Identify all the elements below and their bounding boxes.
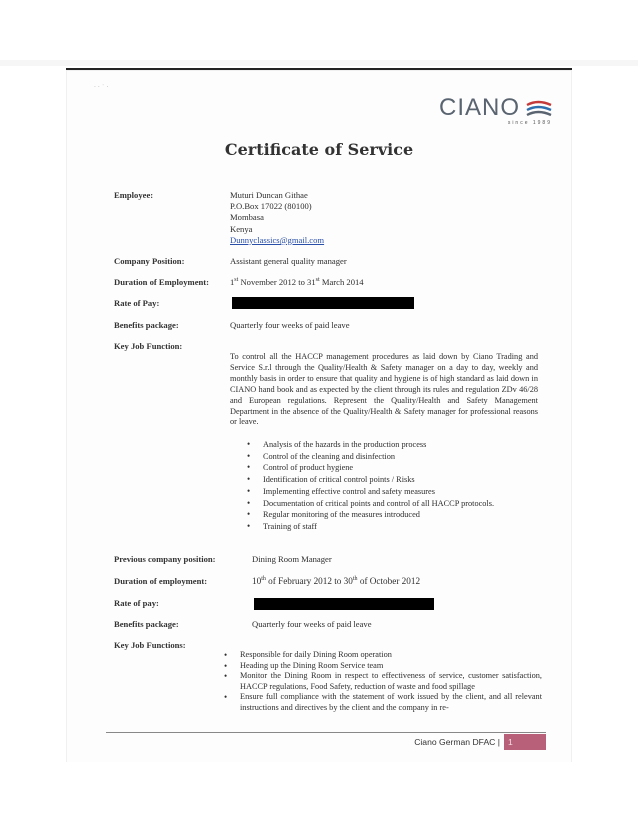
document-title: Certificate of Service — [224, 140, 414, 159]
previous-position-value: Dining Room Manager — [252, 554, 332, 564]
duty-item: • Control of product hygiene — [247, 462, 494, 474]
page-number: 1 — [504, 734, 546, 750]
duration-employment-label: Duration of Employment: — [114, 277, 210, 287]
certificate-page — [66, 68, 572, 764]
previous-position-label: Previous company position: — [114, 554, 216, 564]
previous-duty-item: • Heading up the Dining Room Service team — [224, 661, 542, 672]
job-function-description: To control all the HACCP management procedures as laid down by Ciano Trading and Service S.r.l through the Quality/Health & Safety manager on a day to day, weekly and monthly basis in order to ensure that quality and hygiene is of high standard as laid down in CIANO hand book and as expected by the client through its rules and regulation ZDv 46/28 and European regulations. Represent the Quality/Health and Safety Management Department in the absence of the Quality/Health & Safety manager for professional reasons or leave. — [230, 352, 538, 427]
benefits-label: Benefits package: — [114, 320, 179, 330]
previous-duty-item: • Monitor the Dining Room in respect to effectiveness of service, customer satisfaction, HACCP regulations, Food Safety, reduction of waste and food spillage — [224, 671, 542, 692]
duration-employment-value: 1st November 2012 to 31st March 2014 — [230, 277, 364, 287]
previous-duty-item: • Responsible for daily Dining Room operation — [224, 650, 542, 661]
previous-benefits-value: Quarterly four weeks of paid leave — [252, 619, 372, 629]
duty-item: • Identification of critical control points / Risks — [247, 474, 494, 486]
previous-duration-label: Duration of employment: — [114, 576, 208, 586]
footer-divider — [106, 732, 546, 733]
previous-benefits-label: Benefits package: — [114, 619, 179, 629]
rate-of-pay-label: Rate of Pay: — [114, 298, 160, 308]
previous-functions-label: Key Job Functions: — [114, 640, 186, 650]
employee-city: Mombasa — [230, 212, 264, 223]
key-job-function-label: Key Job Function: — [114, 341, 183, 351]
employee-name: Muturi Duncan Githae — [230, 190, 308, 200]
employee-country: Kenya — [230, 223, 253, 234]
scan-edge-bottom — [0, 762, 638, 826]
duty-item: • Documentation of critical points and control of all HACCP protocols. — [247, 498, 494, 510]
scan-specks: · · ˙ · — [94, 84, 109, 91]
logo-word: CIANO — [438, 94, 520, 121]
previous-duties-list — [224, 650, 542, 714]
company-position-label: Company Position: — [114, 256, 185, 266]
logo-since: since 1989 — [507, 120, 552, 126]
duty-item: • Analysis of the hazards in the production process — [247, 439, 494, 451]
scan-edge-top — [0, 60, 638, 66]
employee-label: Employee: — [114, 190, 154, 200]
duty-item: • Regular monitoring of the measures introduced — [247, 509, 494, 521]
benefits-value: Quarterly four weeks of paid leave — [230, 320, 350, 330]
duty-item: • Training of staff — [247, 521, 494, 533]
employee-po-box: P.O.Box 17022 (80100) — [230, 201, 312, 212]
previous-rate-label: Rate of pay: — [114, 598, 159, 608]
previous-duty-item: • Ensure full compliance with the statement of work issued by the client, and all relevant instructions and directives by the client and the company in re- — [224, 692, 542, 713]
employee-email-link[interactable]: Dunnyclassics@gmail.com — [230, 234, 325, 245]
page-footer — [414, 734, 546, 750]
company-position-value: Assistant general quality manager — [230, 256, 347, 266]
previous-duration-value: 10th of February 2012 to 30th of October 2012 — [252, 575, 421, 586]
duty-item: • Control of the cleaning and disinfection — [247, 451, 494, 463]
duty-item: • Implementing effective control and safety measures — [247, 486, 494, 498]
footer-company: Ciano German DFAC | — [414, 737, 500, 747]
previous-duties-clip — [66, 70, 572, 728]
